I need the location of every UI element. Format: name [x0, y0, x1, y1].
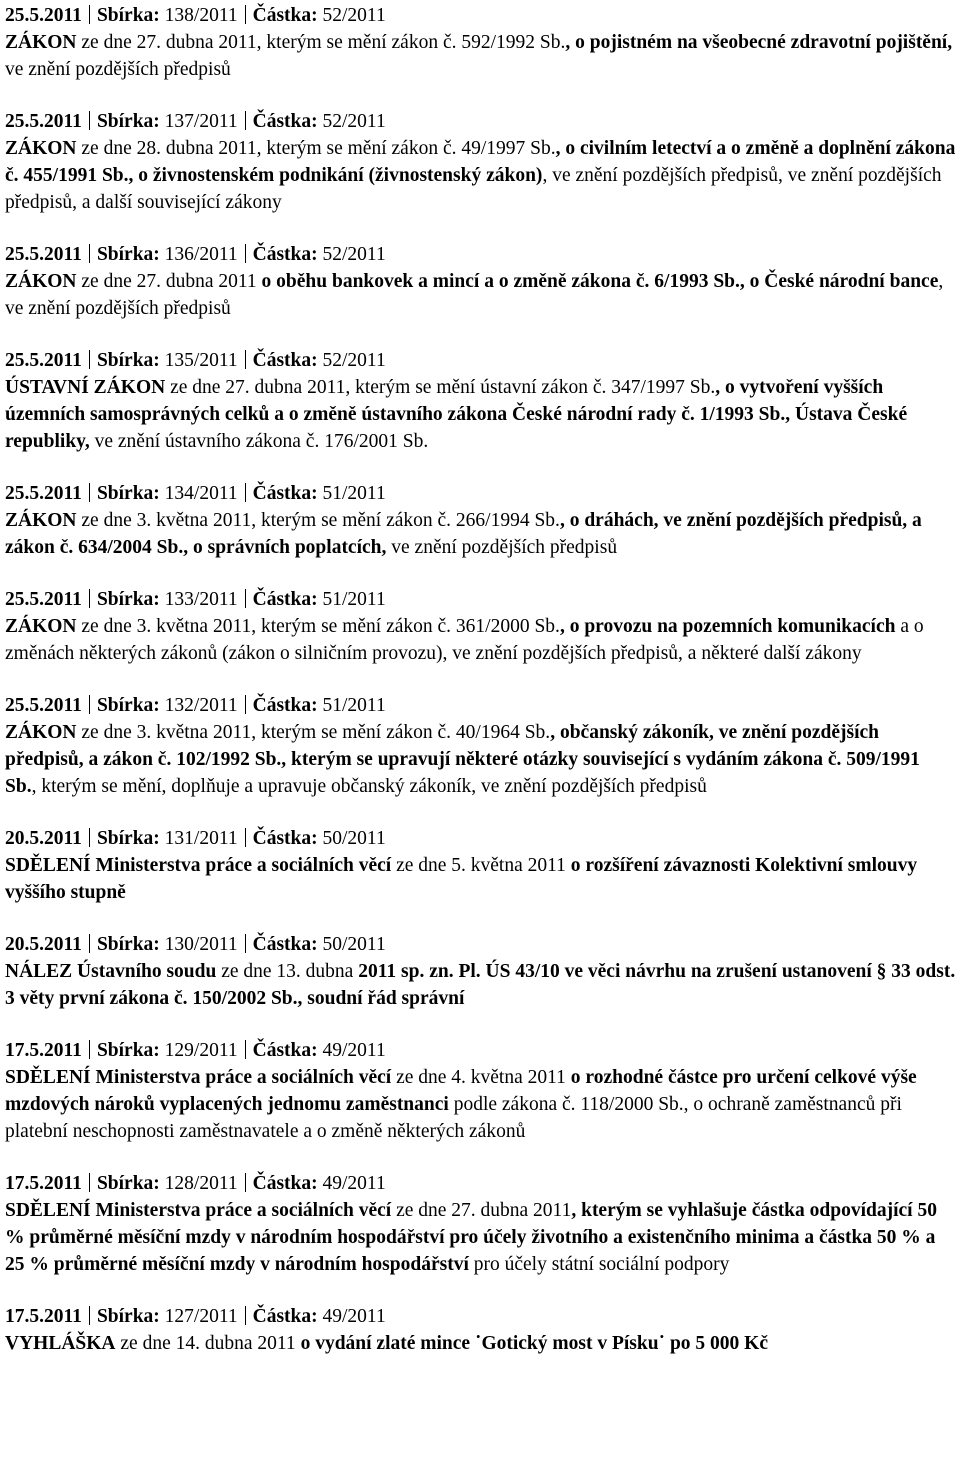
- gazette-entry: [5, 347, 956, 455]
- castka-label: Částka:: [252, 589, 318, 610]
- text-segment: ze dne 27. dubna 2011: [76, 271, 262, 292]
- castka-number: 52/2011: [322, 5, 386, 26]
- separator-bar: [245, 1173, 246, 1192]
- separator-bar: [245, 695, 246, 714]
- entry-text: [5, 29, 956, 83]
- sbirka-number: 127/2011: [164, 1306, 238, 1327]
- text-segment: , kterým se mění, doplňuje a upravuje občanský zákoník, ve znění pozdějších předpisů: [31, 776, 707, 797]
- separator-bar: [89, 934, 90, 953]
- bold-text-segment: ZÁKON: [5, 271, 77, 292]
- bold-text-segment: SDĚLENÍ Ministerstva práce a sociálních věcí: [5, 1067, 392, 1088]
- sbirka-label: Sbírka:: [96, 1040, 160, 1061]
- text-segment: ve znění pozdějších předpisů: [5, 59, 231, 80]
- entry-date: 25.5.2011: [5, 244, 82, 265]
- text-segment: ze dne 27. dubna 2011: [165, 377, 346, 398]
- entry-date: 20.5.2011: [5, 934, 82, 955]
- bold-text-segment: ZÁKON: [5, 616, 77, 637]
- castka-label: Částka:: [252, 695, 318, 716]
- bold-text-segment: , o pojistném na všeobecné zdravotní pojištění,: [565, 32, 953, 53]
- castka-number: 52/2011: [322, 350, 386, 371]
- separator-bar: [245, 934, 246, 953]
- sbirka-label: Sbírka:: [96, 695, 160, 716]
- bold-text-segment: , o vytvoření vyšších územních samosprávných celků a o změně ústavního zákona České národní rady č. 1/1993 Sb., Ústava České republiky,: [5, 377, 908, 452]
- gazette-entry: [5, 241, 956, 322]
- gazette-entry: [5, 1037, 956, 1145]
- entry-text: [5, 268, 956, 322]
- bold-text-segment: 2011 sp. zn. Pl. ÚS 43/10 ve věci návrhu na zrušení ustanovení § 33 odst. 3 věty první zákona č. 150/2002 Sb., soudní řád správní: [5, 961, 956, 1009]
- entry-date: 20.5.2011: [5, 828, 82, 849]
- bold-text-segment: o oběhu bankovek a mincí a o změně zákona č. 6/1993 Sb.: [261, 271, 740, 292]
- entry-header: [5, 1037, 956, 1064]
- sbirka-label: Sbírka:: [96, 111, 160, 132]
- entry-header: [5, 825, 956, 852]
- bold-text-segment: ZÁKON: [5, 138, 77, 159]
- castka-label: Částka:: [252, 1306, 318, 1327]
- text-segment: ze dne 4. května 2011: [391, 1067, 571, 1088]
- entry-header: [5, 108, 956, 135]
- sbirka-label: Sbírka:: [96, 244, 160, 265]
- bold-text-segment: ZÁKON: [5, 32, 77, 53]
- castka-label: Částka:: [252, 111, 318, 132]
- entry-text: [5, 852, 956, 906]
- text-segment: a o změnách některých zákonů (zákon o silničním provozu), ve znění pozdějších předpisů, a některé další zákony: [5, 616, 924, 664]
- gazette-entry: [5, 108, 956, 216]
- separator-bar: [245, 589, 246, 608]
- castka-number: 50/2011: [322, 828, 386, 849]
- gazette-entry: [5, 692, 956, 800]
- gazette-entry: [5, 480, 956, 561]
- gazette-entry: [5, 1170, 956, 1278]
- bold-text-segment: o vydání zlaté mince ˙Gotický most v Písku˙ po 5 000 Kč: [300, 1333, 769, 1354]
- separator-bar: [245, 244, 246, 263]
- sbirka-label: Sbírka:: [96, 350, 160, 371]
- text-segment: , ve znění pozdějších předpisů: [5, 271, 944, 319]
- entry-text: [5, 958, 956, 1012]
- gazette-entry: [5, 1303, 956, 1357]
- castka-number: 50/2011: [322, 934, 386, 955]
- castka-label: Částka:: [252, 1040, 318, 1061]
- bold-text-segment: , kterým se vyhlašuje částka odpovídající 50 % průměrné měsíční mzdy v národním hospodářství pro účely životního a existenčního minima a částka 50 % a 25 % průměrné měsíční mzdy v národním hospodářství: [5, 1200, 937, 1275]
- bold-text-segment: NÁLEZ Ústavního soudu: [5, 961, 217, 982]
- castka-number: 51/2011: [322, 483, 386, 504]
- separator-bar: [89, 1306, 90, 1325]
- castka-number: 49/2011: [322, 1306, 386, 1327]
- castka-label: Částka:: [252, 483, 318, 504]
- entry-header: [5, 2, 956, 29]
- separator-bar: [89, 244, 90, 263]
- sbirka-number: 138/2011: [164, 5, 238, 26]
- separator-bar: [245, 350, 246, 369]
- gazette-entry: [5, 2, 956, 83]
- castka-label: Částka:: [252, 350, 318, 371]
- bold-text-segment: VYHLÁŠKA: [5, 1333, 116, 1354]
- bold-text-segment: o rozšíření závaznosti Kolektivní smlouvy vyššího stupně: [5, 855, 918, 903]
- gazette-entry: [5, 825, 956, 906]
- separator-bar: [89, 1040, 90, 1059]
- text-segment: podle zákona č. 118/2000 Sb., o ochraně zaměstnanců při platební neschopnosti zaměstnavatele a o změně některých zákonů: [5, 1094, 902, 1142]
- entry-date: 17.5.2011: [5, 1173, 82, 1194]
- text-segment: pro účely státní sociální podpory: [468, 1254, 730, 1275]
- entry-date: 25.5.2011: [5, 589, 82, 610]
- bold-text-segment: SDĚLENÍ Ministerstva práce a sociálních věcí: [5, 1200, 392, 1221]
- bold-text-segment: ÚSTAVNÍ ZÁKON: [5, 377, 166, 398]
- sbirka-label: Sbírka:: [96, 1306, 160, 1327]
- entry-text: [5, 1064, 956, 1145]
- bold-text-segment: SDĚLENÍ Ministerstva práce a sociálních věcí: [5, 855, 392, 876]
- bold-text-segment: , o dráhách, ve znění pozdějších předpisů, a zákon č. 634/2004 Sb.: [5, 510, 922, 558]
- entry-date: 17.5.2011: [5, 1306, 82, 1327]
- sbirka-number: 132/2011: [164, 695, 238, 716]
- sbirka-label: Sbírka:: [96, 934, 160, 955]
- text-segment: ze dne 28. dubna 2011, kterým se mění zákon č. 49/1997 Sb.: [76, 138, 556, 159]
- separator-bar: [89, 350, 90, 369]
- sbirka-label: Sbírka:: [96, 589, 160, 610]
- text-segment: ze dne 5. května 2011: [391, 855, 571, 876]
- entry-header: [5, 692, 956, 719]
- entry-date: 25.5.2011: [5, 695, 82, 716]
- sbirka-label: Sbírka:: [96, 483, 160, 504]
- entry-header: [5, 480, 956, 507]
- entry-header: [5, 1170, 956, 1197]
- separator-bar: [245, 5, 246, 24]
- sbirka-number: 136/2011: [164, 244, 238, 265]
- text-segment: ve znění pozdějších předpisů: [386, 537, 618, 558]
- separator-bar: [89, 5, 90, 24]
- entry-date: 25.5.2011: [5, 5, 82, 26]
- castka-number: 51/2011: [322, 589, 386, 610]
- entry-header: [5, 1303, 956, 1330]
- separator-bar: [245, 111, 246, 130]
- entry-text: [5, 507, 956, 561]
- text-segment: ze dne 3. května 2011, kterým se mění zákon č. 40/1964 Sb.: [76, 722, 551, 743]
- entry-text: [5, 374, 956, 455]
- separator-bar: [245, 828, 246, 847]
- separator-bar: [245, 1040, 246, 1059]
- castka-number: 51/2011: [322, 695, 386, 716]
- text-segment: , kterým se mění ústavní zákon č. 347/1997 Sb.: [345, 377, 716, 398]
- castka-number: 49/2011: [322, 1173, 386, 1194]
- bold-text-segment: , o České národní bance: [739, 271, 939, 292]
- bold-text-segment: , o správních poplatcích,: [183, 537, 387, 558]
- bold-text-segment: , o civilním letectví a o změně a doplnění zákona č. 455/1991 Sb.: [5, 138, 956, 186]
- text-segment: ze dne 3. května 2011, kterým se mění zákon č. 361/2000 Sb.: [76, 616, 560, 637]
- separator-bar: [89, 1173, 90, 1192]
- bold-text-segment: , o provozu na pozemních komunikacích: [559, 616, 896, 637]
- entry-date: 17.5.2011: [5, 1040, 82, 1061]
- separator-bar: [245, 1306, 246, 1325]
- entry-header: [5, 586, 956, 613]
- sbirka-number: 137/2011: [164, 111, 238, 132]
- separator-bar: [89, 483, 90, 502]
- castka-label: Částka:: [252, 934, 318, 955]
- separator-bar: [89, 828, 90, 847]
- text-segment: ze dne 27. dubna 2011: [391, 1200, 572, 1221]
- text-segment: , ve znění pozdějších předpisů, ve znění pozdějších předpisů, a další související zákony: [5, 165, 942, 213]
- castka-label: Částka:: [252, 828, 318, 849]
- sbirka-number: 129/2011: [164, 1040, 238, 1061]
- entry-text: [5, 135, 956, 216]
- text-segment: ze dne 27. dubna 2011, kterým se mění zákon č. 592/1992 Sb.: [76, 32, 566, 53]
- sbirka-number: 130/2011: [164, 934, 238, 955]
- entry-text: [5, 1197, 956, 1278]
- sbirka-number: 133/2011: [164, 589, 238, 610]
- sbirka-number: 134/2011: [164, 483, 238, 504]
- entry-text: [5, 719, 956, 800]
- bold-text-segment: , občanský zákoník, ve znění pozdějších předpisů, a zákon č. 102/1992 Sb., kterým se upravují některé otázky související s vydáním zákona č. 509/1991 Sb.: [5, 722, 920, 797]
- sbirka-label: Sbírka:: [96, 5, 160, 26]
- text-segment: ze dne 14. dubna 2011: [115, 1333, 301, 1354]
- entry-date: 25.5.2011: [5, 111, 82, 132]
- gazette-entry: [5, 931, 956, 1012]
- entry-header: [5, 347, 956, 374]
- castka-label: Částka:: [252, 5, 318, 26]
- bold-text-segment: , o živnostenském podnikání (živnostenský zákon): [128, 165, 543, 186]
- separator-bar: [89, 589, 90, 608]
- entry-header: [5, 931, 956, 958]
- gazette-entry: [5, 586, 956, 667]
- castka-number: 52/2011: [322, 111, 386, 132]
- text-segment: ve znění ústavního zákona č. 176/2001 Sb.: [89, 431, 429, 452]
- sbirka-number: 131/2011: [164, 828, 238, 849]
- text-segment: ze dne 13. dubna: [216, 961, 359, 982]
- entry-text: [5, 1330, 956, 1357]
- text-segment: ze dne 3. května 2011, kterým se mění zákon č. 266/1994 Sb.: [76, 510, 560, 531]
- separator-bar: [89, 695, 90, 714]
- castka-label: Částka:: [252, 1173, 318, 1194]
- bold-text-segment: o rozhodné částce pro určení celkové výše mzdových nároků vyplacených jednomu zaměstnanci: [5, 1067, 917, 1115]
- castka-number: 49/2011: [322, 1040, 386, 1061]
- castka-number: 52/2011: [322, 244, 386, 265]
- bold-text-segment: ZÁKON: [5, 722, 77, 743]
- separator-bar: [245, 483, 246, 502]
- castka-label: Částka:: [252, 244, 318, 265]
- sbirka-label: Sbírka:: [96, 1173, 160, 1194]
- entry-text: [5, 613, 956, 667]
- sbirka-number: 128/2011: [164, 1173, 238, 1194]
- bold-text-segment: ZÁKON: [5, 510, 77, 531]
- sbirka-number: 135/2011: [164, 350, 238, 371]
- entry-header: [5, 241, 956, 268]
- entry-date: 25.5.2011: [5, 483, 82, 504]
- sbirka-label: Sbírka:: [96, 828, 160, 849]
- separator-bar: [89, 111, 90, 130]
- entry-date: 25.5.2011: [5, 350, 82, 371]
